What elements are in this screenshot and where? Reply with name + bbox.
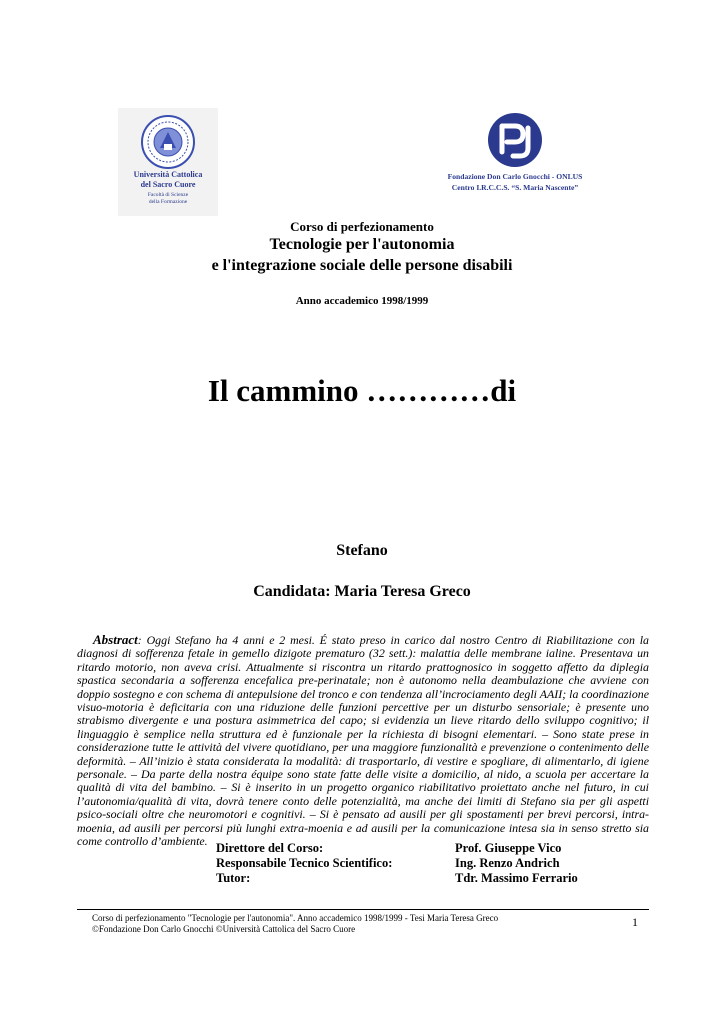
university-logo [118,108,218,216]
university-name-line-1: Università Cattolica [133,170,203,179]
foundation-logo [430,112,600,202]
thesis-title: Il cammino …………di [207,373,517,408]
abstract-paragraph [77,633,649,849]
credit-label: Tutor: [216,871,251,885]
footer-course-line: Corso di perfezionamento "Tecnologie per l'autonomia". Anno accademico 1998/1999 - Tesi Maria Teresa Greco [92,913,499,923]
footer-divider [77,909,649,910]
footer-copyright-line: ©Fondazione Don Carlo Gnocchi ©Università Cattolica del Sacro Cuore [92,924,356,934]
foundation-center-line: Centro I.R.C.C.S. “S. Maria Nascente” [451,183,579,192]
faculty-line-1: Facoltà di Scienze [147,192,189,198]
page-number: 1 [632,915,638,929]
university-seal-icon [140,114,196,170]
candidate-name: Candidata: Maria Teresa Greco [253,583,471,600]
faculty-line-2: della Formazione [148,199,188,205]
university-name-line-2: del Sacro Cuore [140,180,196,189]
credit-value: Prof. Giuseppe Vico [455,841,562,855]
credit-label: Direttore del Corso: [216,841,324,855]
course-label: Corso di perfezionamento [290,219,434,234]
abstract-label: Abstract [93,632,138,647]
subject-name: Stefano [336,542,388,559]
academic-year: Anno accademico 1998/1999 [295,295,429,307]
credit-value: Tdr. Massimo Ferrario [455,871,578,885]
foundation-emblem-icon [485,112,545,168]
credit-label: Responsabile Tecnico Scientifico: [216,856,393,870]
course-title-line-1: Tecnologie per l'autonomia [269,236,455,253]
course-title-line-2: e l'integrazione sociale delle persone disabili [211,257,513,274]
credit-value: Ing. Renzo Andrich [455,856,560,870]
abstract-text: : Oggi Stefano ha 4 anni e 2 mesi. É stato preso in carico dal nostro Centro di Riabilitazione con la diagnosi di sofferenza fetale in gemello dizigote prematuro (32 sett.): malattia delle membrane ialine. Presentava un ritardo motorio, non aveva crisi. Attualmente si riscontra un ritardo prattognosico in soggetto affetto da diplegia spastica secondaria a sofferenza encefalica pre-perinatale; non è autonomo nella deambulazione che avviene con doppio sostegno e con schema di antepulsione del tronco e con tendenza all’incrociamento degli AAII; la coordinazione visuo-motoria è deficitaria con una riduzione delle funzioni percettive per un disturbo sensoriale; è presente uno strabismo divergente e una postura asimmetrica del capo; si evidenzia un lieve ritardo dello sviluppo cognitivo; il linguaggio è semplice nella struttura ed è funzionale per la richiesta di bisogni elementari. – Sono state prese in considerazione tutte le attività del vivere quotidiano, per una maggiore funzionalità e prevenzione o contenimento delle deformità. – All’inizio è stata considerata la modalità: di trasportarlo, di vestire e spogliare, di alimentarlo, di igiene personale. – Da parte della nostra équipe sono state fatte delle visite a domicilio, al nido, a scuola per accertare la qualità di vita del bambino. – Si è inserito in un progetto organico riabilitativo proiettato anche nel futuro, in cui l’autonomia/qualità di vita, dovrà tenere conto delle potenzialità, ma anche dei limiti di Stefano sia per gli aspetti psico-sociali oltre che neuromotori e cognitivi. – Si è pensato ad ausili per gli spostamenti per brevi percorsi, intra-moenia, ad ausili per percorsi più lunghi extra-moenia e ad ausili per la comunicazione intesa sia in senso stretto sia come controllo d’ambiente. [77,633,649,849]
foundation-name-line: Fondazione Don Carlo Gnocchi - ONLUS [447,172,583,181]
